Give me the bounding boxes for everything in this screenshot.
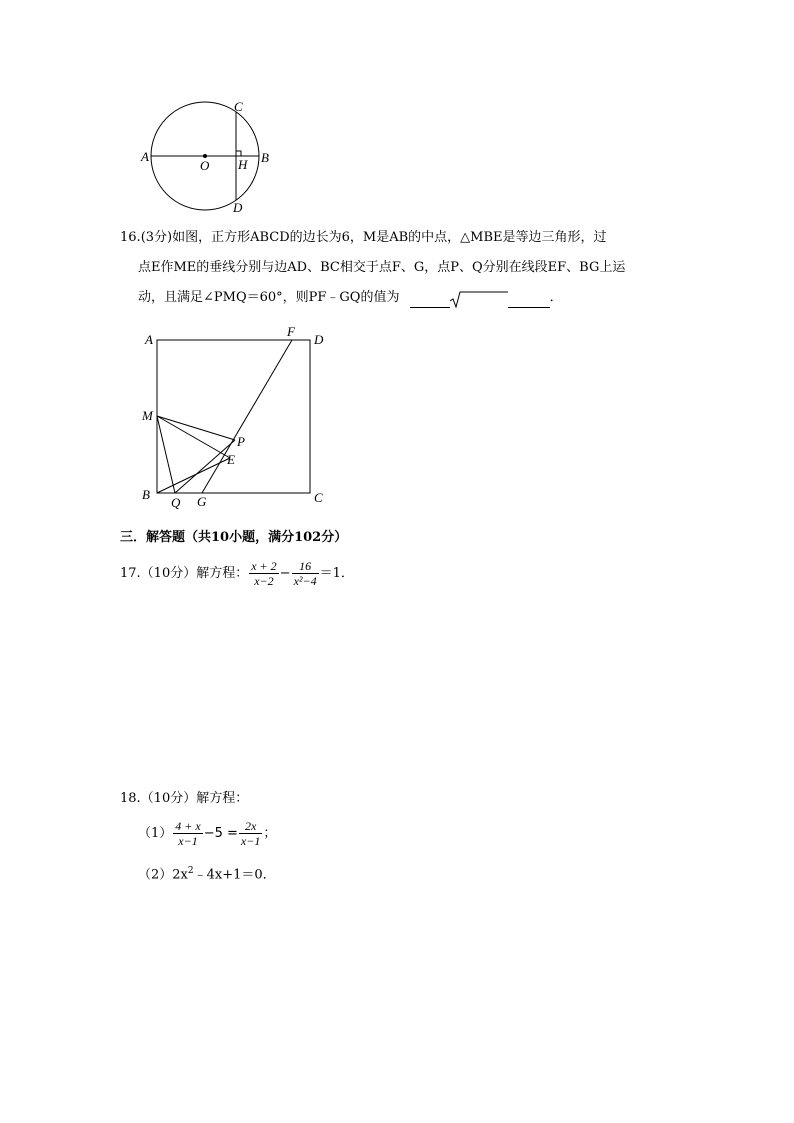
segment-fg: [202, 340, 292, 493]
q16-end: ．: [549, 290, 563, 305]
q16-line2: 点E作ME的垂线分别与边AD、BC相交于点F、G，点P、Q分别在线段EF、BG上运: [138, 260, 626, 275]
q18-part2-a: 2x: [172, 867, 188, 883]
label-e: E: [227, 452, 235, 467]
q17-minus: −: [279, 566, 291, 581]
label-b: B: [261, 150, 269, 165]
q18-part1-end: ；: [263, 826, 277, 841]
q18-part1-label: （1）: [138, 826, 173, 841]
q17-fraction-1: $\frac{x + 2}{x-2}$: [251, 559, 277, 588]
label-o: O: [200, 158, 210, 173]
label-g: G: [197, 494, 207, 509]
q16-number: 16.: [120, 230, 141, 245]
q18-part1: [138, 816, 276, 852]
q18-fraction-2: $\frac{2x}{x-1}$: [240, 819, 261, 848]
label-q: Q: [171, 495, 181, 510]
label-d: D: [233, 200, 243, 215]
label-c: C: [234, 99, 243, 114]
q16-line1: [120, 228, 607, 248]
q18-part2-label: （2）: [138, 867, 173, 883]
q18-part2-b: ﹣4x+1＝0．: [193, 867, 276, 883]
segment-qp: [175, 440, 235, 493]
segment-mp: [157, 416, 235, 440]
segment-mq: [157, 416, 175, 493]
label-a: A: [141, 149, 149, 164]
q17: [120, 556, 354, 592]
q16-text-line3: 动，且满足∠PMQ＝60°，则PF﹣GQ的值为: [138, 290, 400, 305]
label-d: D: [314, 332, 324, 347]
section-title: 三．解答题（共10小题，满分102分）: [120, 530, 348, 545]
q18-prefix: 18.（10分）解方程：: [120, 791, 249, 806]
sqrt-sign-icon: [450, 290, 508, 308]
answer-blank-left[interactable]: [410, 293, 450, 308]
right-angle-mark: [236, 151, 241, 156]
q18-fraction-1: $\frac{4 + x}{x-1}$: [175, 819, 201, 848]
answer-blank-right[interactable]: [508, 293, 550, 308]
q16-line3: [138, 288, 563, 308]
q17-prefix: 17.（10分）解方程：: [120, 566, 249, 581]
segment-me: [157, 416, 230, 458]
q18-part2: [138, 861, 276, 885]
label-h: H: [238, 157, 248, 172]
label-c: C: [314, 490, 323, 505]
square-abcd: [157, 340, 310, 493]
q18-part2-exponent: 2: [187, 866, 194, 876]
q16-text-line1: 如图，正方形ABCD的边长为6，M是AB的中点，△MBE是等边三角形，过: [172, 230, 607, 245]
label-m: M: [142, 408, 153, 423]
q17-rhs: ＝1．: [319, 566, 354, 581]
label-a: A: [145, 332, 153, 347]
circle-figure: [130, 95, 280, 220]
label-b: B: [142, 487, 150, 502]
label-p: P: [237, 434, 245, 449]
q18-part1-mid: −5 =: [203, 826, 238, 841]
square-figure: [135, 322, 335, 514]
label-f: F: [287, 324, 295, 339]
q17-fraction-2: $\frac{16}{\text{x²−4}}$: [293, 559, 317, 588]
q16-score: (3分): [140, 230, 173, 245]
